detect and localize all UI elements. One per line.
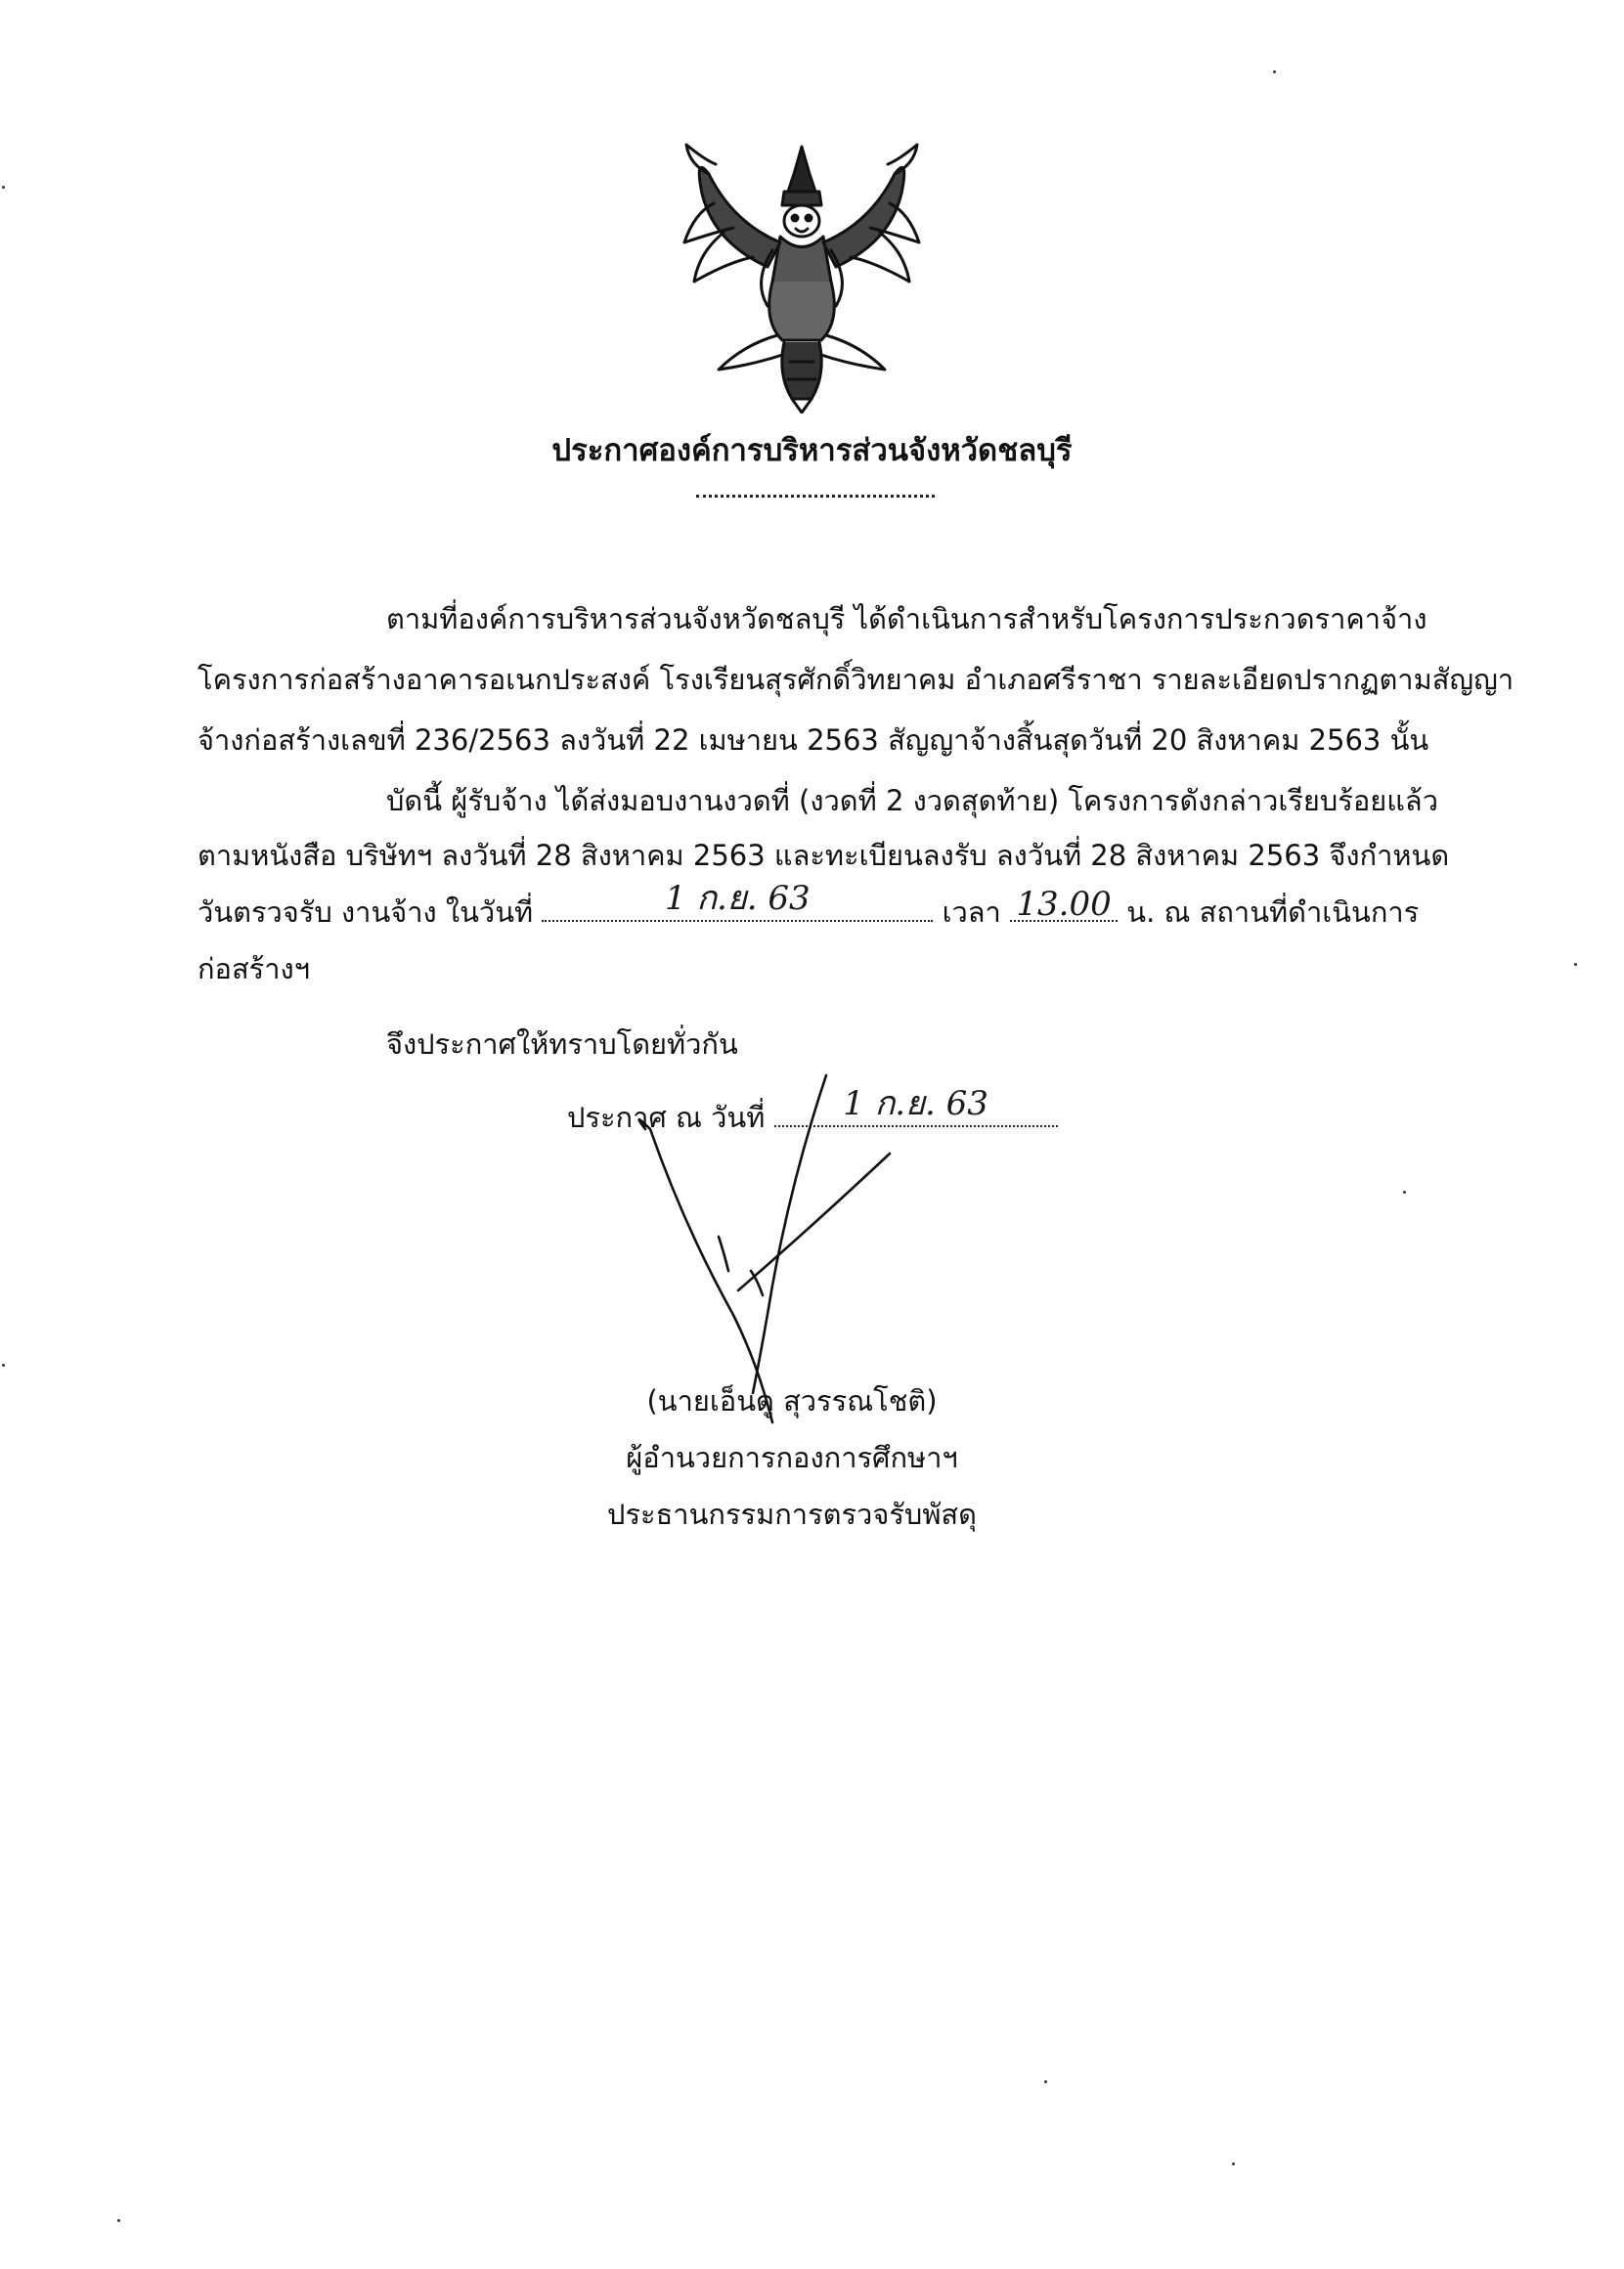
signer-position: ผู้อำนวยการกองการศึกษาฯ [626, 1441, 958, 1474]
scan-speck [1403, 1191, 1406, 1194]
scan-speck [1044, 2080, 1047, 2083]
paragraph-1-line-2: โครงการก่อสร้างอาคารอเนกประสงค์ โรงเรียนสุรศักดิ์วิทยาคม อำเภอศรีราชา รายละเอียดปรากฏตามสัญญา [198, 663, 1514, 696]
signer-role: ประธานกรรมการตรวจรับพัสดุ [607, 1498, 977, 1531]
scan-speck [2, 1364, 5, 1367]
announcement-date-handwritten: 1 ก.ย. 63 [843, 1084, 988, 1123]
handwritten-signature [626, 1061, 939, 1432]
scan-speck [1232, 2162, 1235, 2165]
announcement-title: ประกาศองค์การบริหารส่วนจังหวัดชลบุรี [551, 433, 1073, 468]
garuda-emblem-icon [675, 135, 929, 414]
paragraph-1-line-3: จ้างก่อสร้างเลขที่ 236/2563 ลงวันที่ 22 เมษายน 2563 สัญญาจ้างสิ้นสุดวันที่ 20 สิงหาคม 2563 นั้น [198, 723, 1429, 757]
inspection-date-field [542, 879, 933, 922]
inspection-time-handwritten: 13.00 [1016, 885, 1112, 924]
paragraph-2-line-1: บัดนี้ ผู้รับจ้าง ได้ส่งมอบงานงวดที่ (งวดที่ 2 งวดสุดท้าย) โครงการดังกล่าวเรียบร้อยแล้ว [386, 784, 1438, 817]
paragraph-1-line-1: ตามที่องค์การบริหารส่วนจังหวัดชลบุรี ได้ดำเนินการสำหรับโครงการประกวดราคาจ้าง [386, 602, 1427, 635]
inspection-date-label: วันตรวจรับ งานจ้าง ในวันที่ [198, 895, 534, 929]
paragraph-2-line-3 [198, 879, 1420, 935]
scan-speck [117, 2219, 120, 2222]
paragraph-2-line-4: ก่อสร้างฯ [198, 952, 310, 985]
inspection-location-label: น. ณ สถานที่ดำเนินการ [1126, 895, 1420, 929]
scan-speck [1273, 70, 1276, 73]
inspection-time-label: เวลา [942, 895, 1001, 929]
scan-speck [1574, 963, 1577, 966]
inspection-date-handwritten: 1 ก.ย. 63 [665, 879, 811, 918]
paragraph-2-line-2: ตามหนังสือ บริษัทฯ ลงวันที่ 28 สิงหาคม 2563 และทะเบียนลงรับ ลงวันที่ 28 สิงหาคม 2563 จึงกำหนด [198, 839, 1450, 872]
closing-statement: จึงประกาศให้ทราบโดยทั่วกัน [386, 1027, 738, 1061]
signer-name: (นายเอ็นดู สุวรรณโชติ) [646, 1384, 938, 1418]
inspection-time-field [1010, 885, 1118, 924]
scan-speck [2, 186, 5, 189]
title-dotted-divider [696, 495, 935, 498]
announcement-date-label: ประกาศ ณ วันที่ [567, 1101, 766, 1134]
